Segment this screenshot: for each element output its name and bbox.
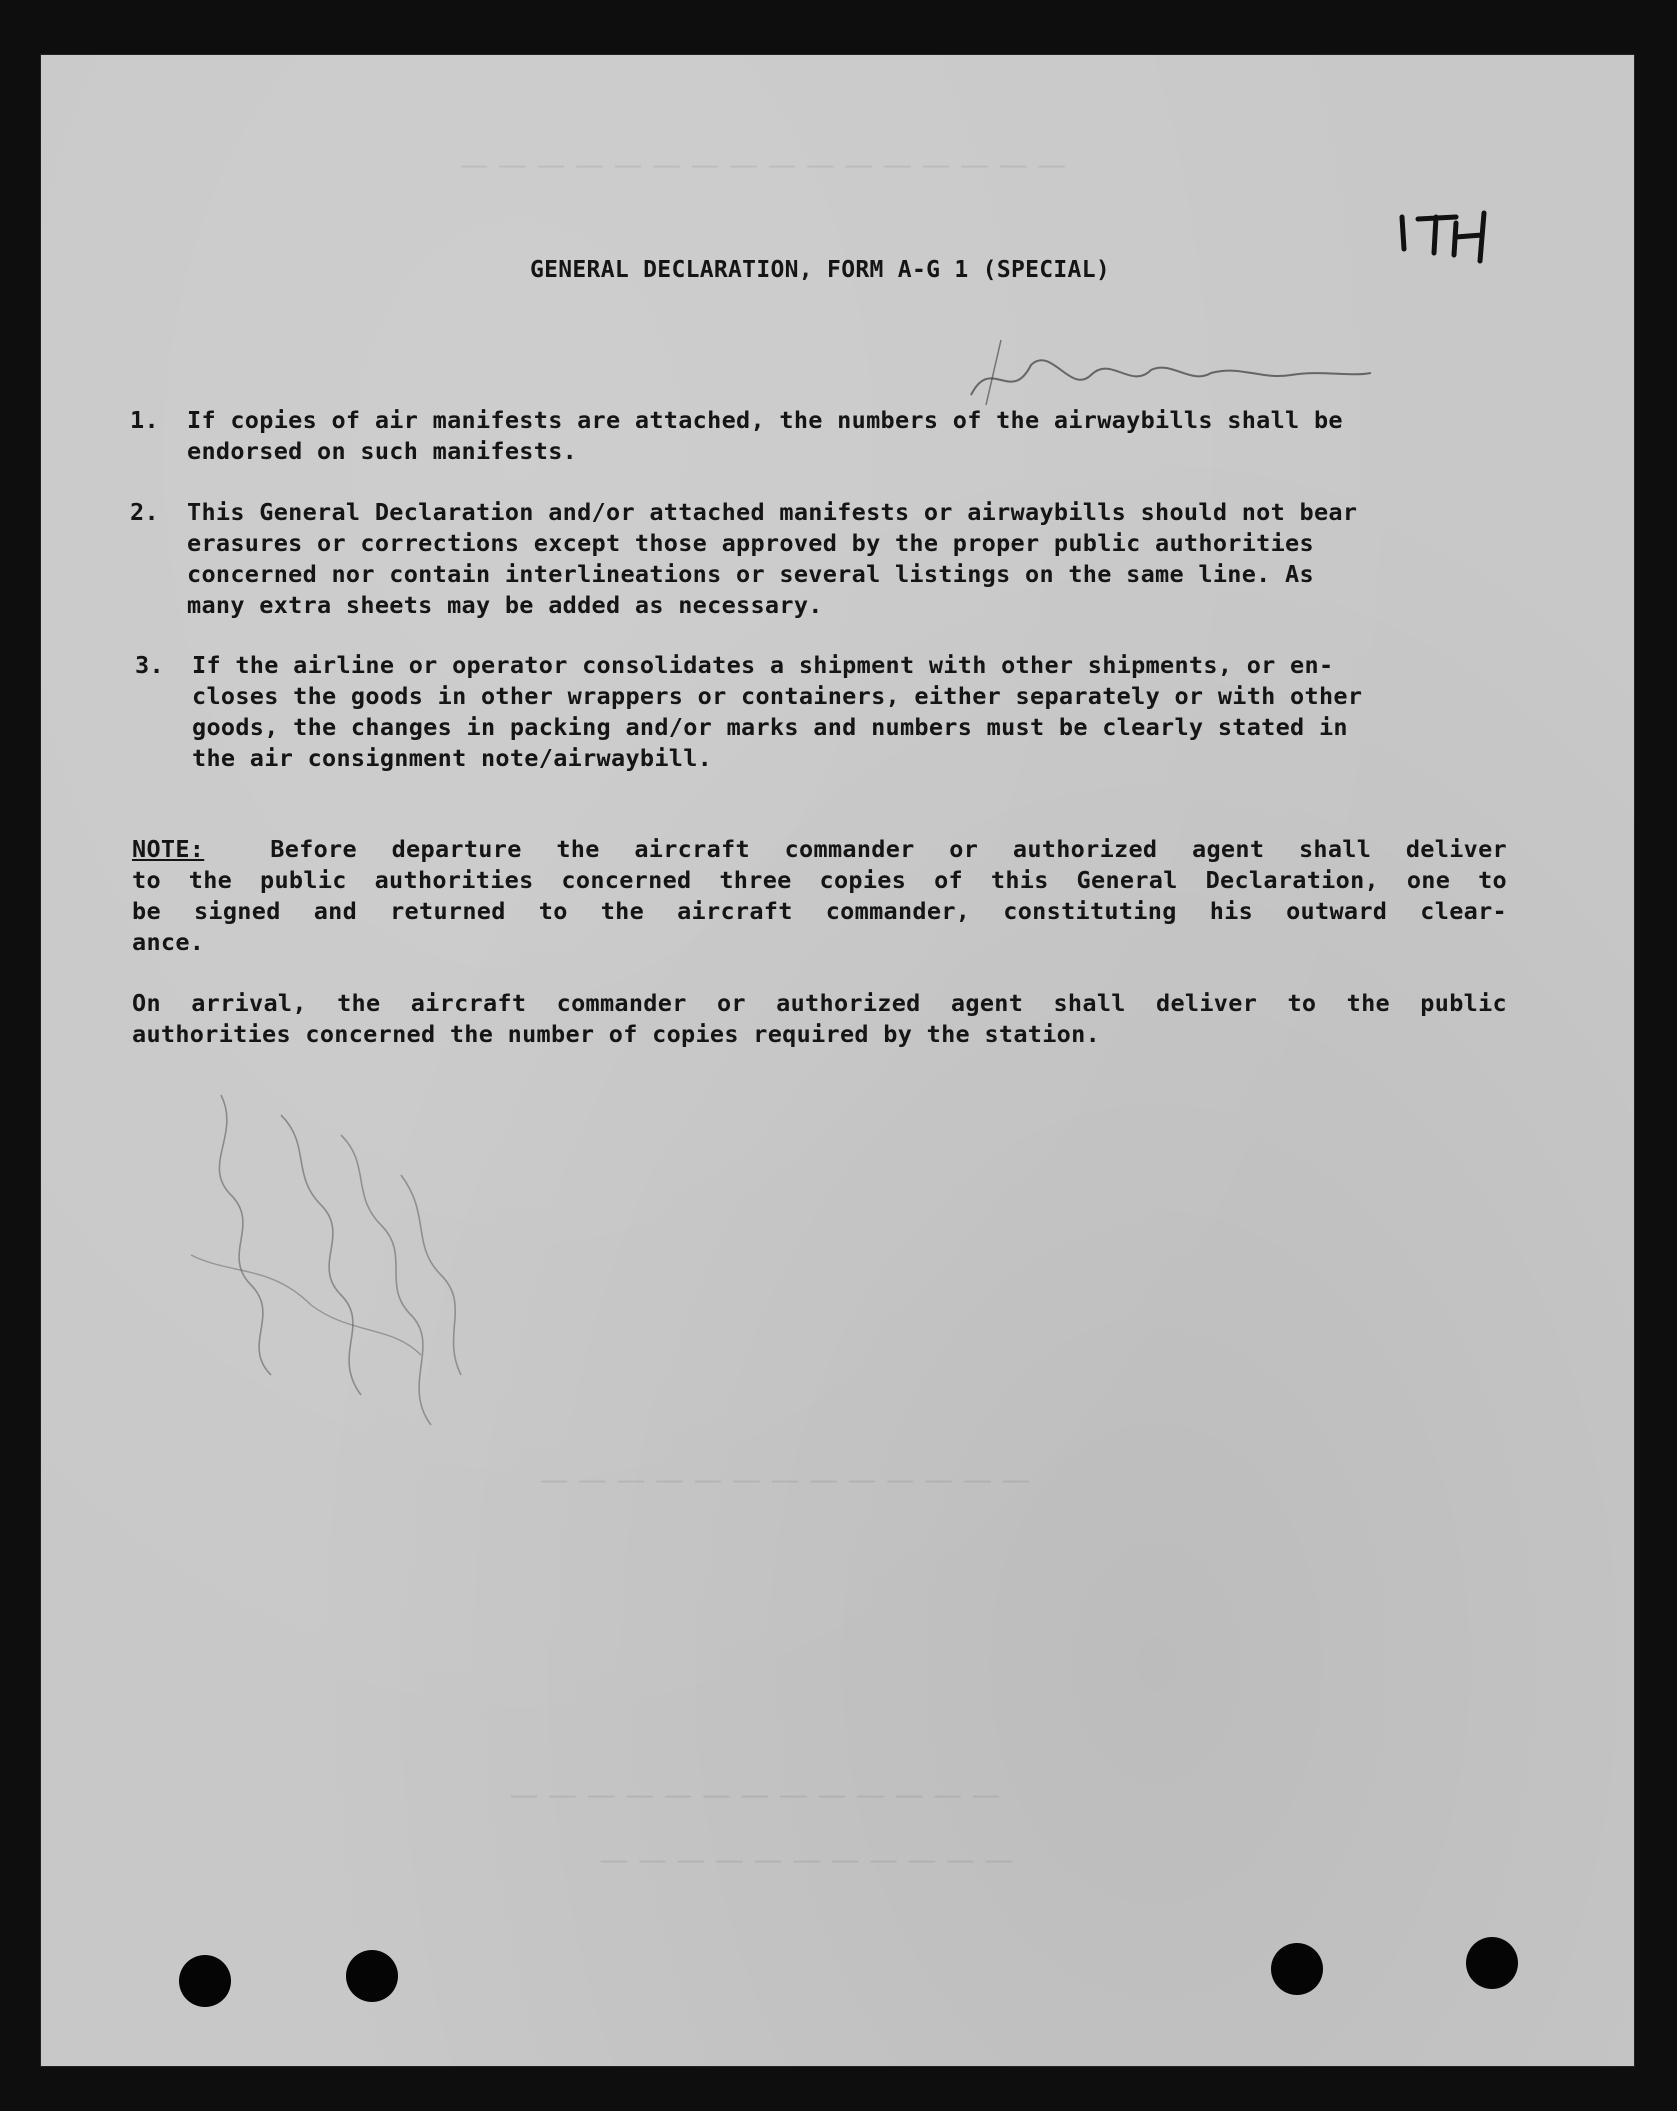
note-line: be signed and returned to the aircraft commander, constituting his outward clear- [132, 897, 1507, 925]
note-first-line [132, 834, 1507, 865]
handwritten-corner-mark [1394, 205, 1504, 265]
punch-hole [179, 1955, 231, 2007]
note-line: ance. [132, 928, 205, 956]
item-number: 2. [130, 498, 159, 526]
item-body [187, 497, 1500, 621]
bleed-through-text: — — — — — — — — — — — [601, 1845, 1015, 1874]
note-line: Before departure the aircraft commander or authorized agent shall deliver [270, 835, 1507, 863]
note-label: NOTE: [132, 835, 205, 863]
bleed-through-text: — — — — — — — — — — — — — [541, 1465, 1032, 1494]
arrival-line: authorities concerned the number of copies required by the station. [132, 1020, 1101, 1048]
bleed-through-text: — — — — — — — — — — — — — [511, 1780, 1002, 1809]
bleed-through-text: — — — — — — — — — — — — — — — — [461, 150, 1068, 179]
arrival-line: On arrival, the aircraft commander or authorized agent shall deliver to the public [132, 989, 1507, 1017]
arrival-paragraph [132, 988, 1507, 1050]
item-line: goods, the changes in packing and/or marks and numbers must be clearly stated in [192, 713, 1348, 741]
item-line: concerned nor contain interlineations or several listings on the same line. As [187, 560, 1314, 588]
punch-hole [1466, 1937, 1518, 1989]
instruction-item-1 [130, 405, 1500, 467]
instruction-item-3 [135, 650, 1503, 774]
item-line: endorsed on such manifests. [187, 437, 578, 465]
item-line: erasures or corrections except those approved by the proper public authorities [187, 529, 1314, 557]
item-line: closes the goods in other wrappers or containers, either separately or with other [192, 682, 1363, 710]
item-body [187, 405, 1500, 467]
item-line: If copies of air manifests are attached, the numbers of the airwaybills shall be [187, 406, 1343, 434]
note-line: to the public authorities concerned three copies of this General Declaration, one to [132, 866, 1507, 894]
punch-hole [1271, 1943, 1323, 1995]
pencil-scribble-left [161, 1075, 521, 1465]
document-title: GENERAL DECLARATION, FORM A-G 1 (SPECIAL) [529, 257, 1111, 283]
item-number: 1. [130, 406, 159, 434]
item-number: 3. [135, 651, 164, 679]
item-line: If the airline or operator consolidates a shipment with other shipments, or en- [192, 651, 1334, 679]
instruction-item-2 [130, 497, 1500, 621]
item-body [192, 650, 1503, 774]
punch-hole [346, 1950, 398, 2002]
note-paragraph [132, 834, 1507, 958]
item-line: the air consignment note/airwaybill. [192, 744, 713, 772]
document-page [41, 55, 1634, 2066]
pencil-scribble-top [961, 335, 1381, 415]
item-line: many extra sheets may be added as necessary. [187, 591, 823, 619]
item-line: This General Declaration and/or attached manifests or airwaybills should not bear [187, 498, 1358, 526]
